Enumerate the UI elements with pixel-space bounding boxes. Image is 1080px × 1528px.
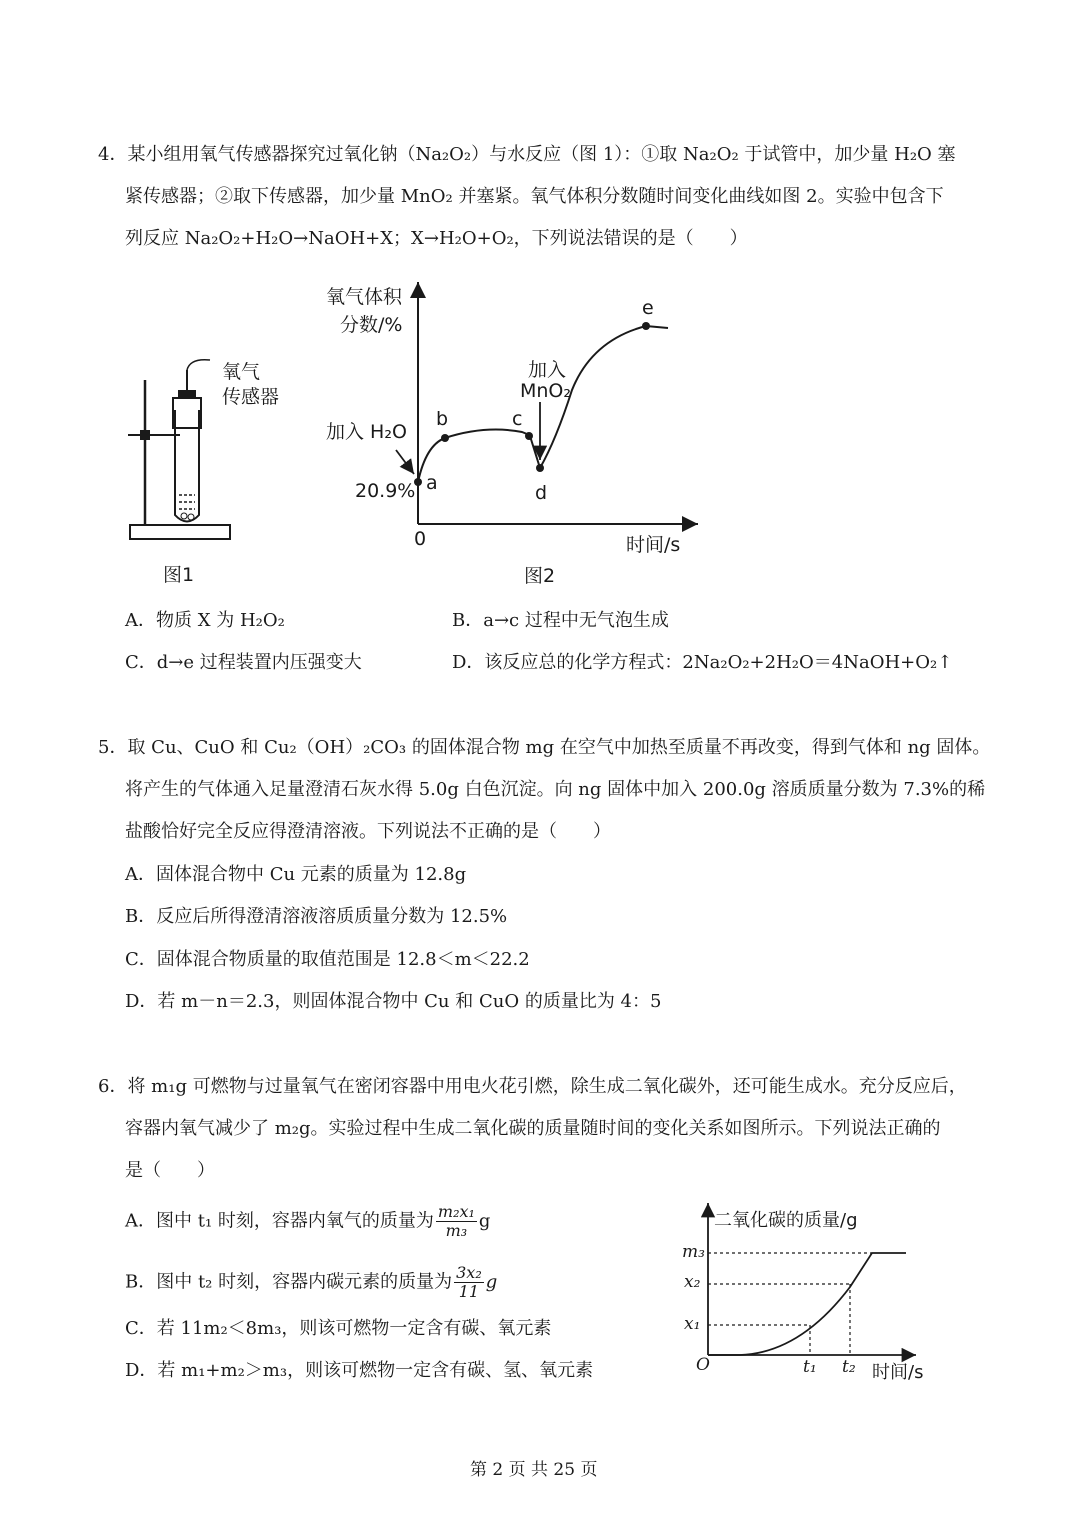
q6-option-a-text: A．图中 t₁ 时刻，容器内氧气的质量为 (125, 1210, 434, 1232)
point-b (441, 434, 449, 442)
q6-option-a-numerator: m₂x₁ (437, 1202, 475, 1221)
page-footer: 第 2 页 共 25 页 (470, 1460, 598, 1480)
fig2-point-e-label: e (642, 297, 654, 319)
q5-option-a: A．固体混合物中 Cu 元素的质量为 12.8g (125, 864, 467, 885)
q4-option-c: C．d→e 过程装置内压强变大 (125, 652, 362, 673)
q6-curve (708, 1253, 906, 1355)
fig2-curve (418, 326, 668, 482)
q6-tick-m3: m₃ (682, 1242, 705, 1262)
q6-tick-t1: t₁ (803, 1357, 817, 1377)
fig2-add-mno2-1: 加入 (528, 359, 567, 381)
q6-option-b-text: B．图中 t₂ 时刻，容器内碳元素的质量为 (125, 1271, 453, 1293)
q4-option-a: A．物质 X 为 H₂O₂ (125, 610, 285, 631)
figure-1-caption: 图1 (163, 564, 195, 586)
q4-line-3: 列反应 Na₂O₂+H₂O→NaOH+X；X→H₂O+O₂，下列说法错误的是（ ） (125, 228, 748, 249)
q6-option-a-denominator: m₃ (445, 1221, 468, 1240)
h2o-arrow (396, 450, 414, 474)
fig2-add-h2o: 加入 H₂O (326, 421, 407, 443)
fig2-point-c-label: c (512, 408, 523, 430)
q4-line-1: 4．某小组用氧气传感器探究过氧化钠（Na₂O₂）与水反应（图 1）：①取 Na₂O₂ 于试管中，加少量 H₂O 塞 (98, 144, 956, 165)
q6-graph-origin: O (696, 1355, 710, 1375)
fig2-xlabel: 时间/s (626, 534, 681, 556)
q6-graph-xlabel: 时间/s (872, 1362, 924, 1383)
figure-1-apparatus (120, 350, 300, 550)
fig2-point-a-label: a (426, 472, 438, 494)
point-d (536, 464, 544, 472)
q6-option-b (125, 1264, 497, 1301)
q6-tick-x2: x₂ (684, 1272, 701, 1292)
q6-graph-ylabel: 二氧化碳的质量/g (714, 1210, 858, 1231)
q5-option-b: B．反应后所得澄清溶液溶质质量分数为 12.5% (125, 906, 508, 927)
q4-option-b: B．a→c 过程中无气泡生成 (452, 610, 669, 631)
q6-option-b-numerator: 3x₂ (456, 1263, 482, 1282)
q6-option-a-unit: g (478, 1210, 491, 1232)
q6-option-b-fraction (454, 1264, 484, 1301)
q6-line-1: 6．将 m₁g 可燃物与过量氧气在密闭容器中用电火花引燃，除生成二氧化碳外，还可能生成水。充分反应后， (98, 1076, 967, 1097)
q6-option-b-unit: g (485, 1271, 498, 1293)
q6-option-b-denominator: 11 (458, 1282, 480, 1301)
q6-option-a-fraction (436, 1203, 477, 1240)
q6-option-c: C．若 11m₂＜8m₃，则该可燃物一定含有碳、氧元素 (125, 1318, 552, 1339)
fig2-point-d-label: d (535, 482, 548, 504)
q5-option-d: D．若 m－n＝2.3，则固体混合物中 Cu 和 CuO 的质量比为 4：5 (125, 991, 662, 1012)
q5-line-1: 5．取 Cu、CuO 和 Cu₂（OH）₂CO₃ 的固体混合物 mg 在空气中加热至质量不再改变，得到气体和 ng 固体。 (98, 737, 991, 758)
fig2-ylabel-2: 分数/% (340, 314, 403, 336)
q6-option-a (125, 1203, 490, 1240)
q6-tick-x1: x₁ (684, 1314, 701, 1334)
q6-line-2: 容器内氧气减少了 m₂g。实验过程中生成二氧化碳的质量随时间的变化关系如图所示。下列说法正确的 (125, 1118, 941, 1139)
point-c (525, 432, 533, 440)
point-e (642, 322, 650, 330)
sensor-label-2: 传感器 (222, 386, 280, 408)
fig2-origin: 0 (414, 528, 427, 550)
q5-line-3: 盐酸恰好完全反应得澄清溶液。下列说法不正确的是（ ） (125, 821, 611, 842)
q5-option-c: C．固体混合物质量的取值范围是 12.8＜m＜22.2 (125, 949, 530, 970)
q6-line-3: 是（ ） (125, 1160, 215, 1181)
q6-tick-t2: t₂ (842, 1357, 856, 1377)
q4-line-2: 紧传感器；②取下传感器，加少量 MnO₂ 并塞紧。氧气体积分数随时间变化曲线如图 2。实验中包含下 (125, 186, 944, 207)
q4-option-d: D．该反应总的化学方程式：2Na₂O₂+2H₂O＝4NaOH+O₂↑ (452, 652, 953, 673)
fig2-start-value: 20.9% (355, 480, 416, 502)
figure-2-caption: 图2 (524, 565, 556, 587)
fig2-add-mno2-2: MnO₂ (520, 380, 572, 402)
q6-option-d: D．若 m₁+m₂＞m₃，则该可燃物一定含有碳、氢、氧元素 (125, 1360, 594, 1381)
fig2-ylabel-1: 氧气体积 (326, 286, 403, 308)
sensor-label-1: 氧气 (222, 361, 261, 383)
fig2-point-b-label: b (436, 408, 449, 430)
q5-line-2: 将产生的气体通入足量澄清石灰水得 5.0g 白色沉淀。向 ng 固体中加入 200.0g 溶质质量分数为 7.3%的稀 (125, 779, 986, 800)
